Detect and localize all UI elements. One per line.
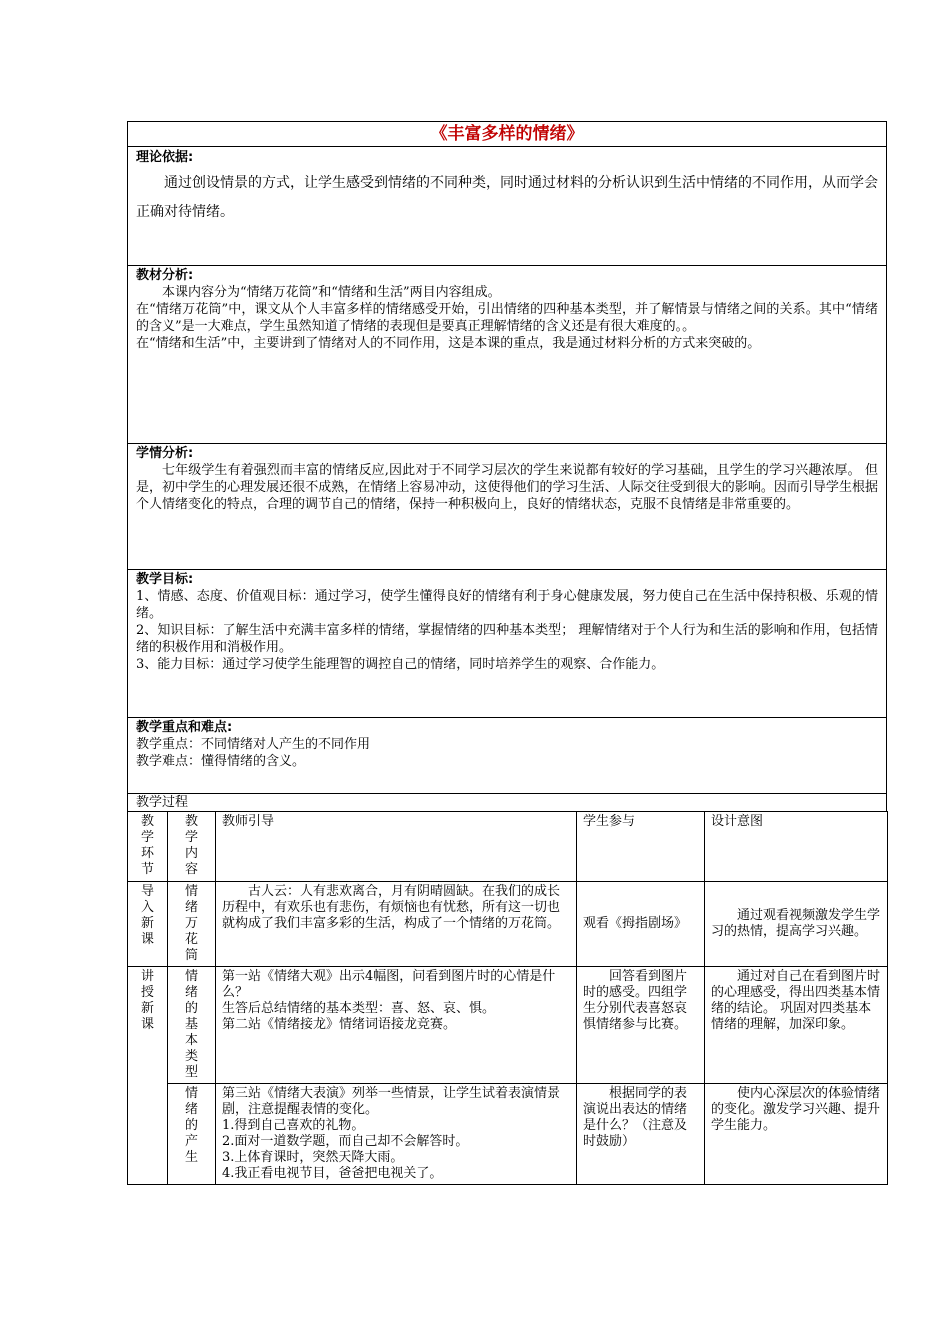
goals-section [127, 569, 887, 717]
material-section [127, 265, 887, 443]
table-row [128, 1084, 888, 1185]
intent-cell: 通过观看视频激发学生学习的热情，提高学习兴趣。 [705, 882, 888, 967]
keypoint-item: 教学难点：懂得情绪的含义。 [136, 754, 306, 769]
document-title: 《丰富多样的情绪》 [127, 121, 887, 146]
keypoints-section [127, 717, 887, 793]
teacher-cell: 第一站《情绪大观》出示4幅图，问看到图片时的心情是什么？ 生答后总结情绪的基本类型：喜、怒、哀、惧。 第二站《情绪接龙》情绪词语接龙竞赛。 [216, 967, 577, 1084]
goal-item: 3、能力目标：通过学习使学生能理智的调控自己的情绪，同时培养学生的观察、合作能力。 [136, 657, 665, 672]
goals-text [128, 588, 886, 673]
theory-section [127, 146, 887, 265]
material-line: 在“情绪和生活”中，主要讲到了情绪对人的不同作用，这是本课的重点，我是通过材料分析的方式来突破的。 [136, 336, 761, 351]
process-table [127, 811, 888, 1185]
header-teacher: 教师引导 [216, 812, 577, 882]
goal-item: 2、知识目标：了解生活中充满丰富多样的情绪，掌握情绪的四种基本类型； 理解情绪对于个人行为和生活的影响和作用，包括情绪的积极作用和消极作用。 [136, 623, 878, 655]
learner-heading: 学情分析: [136, 446, 194, 461]
student-cell: 观看《拇指剧场》 [577, 882, 705, 967]
intent-cell: 通过对自己在看到图片时的心理感受，得出四类基本情绪的结论。 巩固对四类基本情绪的理解，加深印象。 [705, 967, 888, 1084]
header-content: 教学内容 [168, 812, 216, 882]
theory-text: 通过创设情景的方式，让学生感受到情绪的不同种类，同时通过材料的分析认识到生活中情绪的不同作用，从而学会正确对待情绪。 [136, 175, 878, 220]
material-text [128, 284, 886, 352]
header-stage: 教学环节 [128, 812, 168, 882]
stage-cell: 导入新课 [128, 882, 168, 967]
table-header-row [128, 812, 888, 882]
student-cell: 回答看到图片时的感受。四组学生分别代表喜怒哀惧情绪参与比赛。 [577, 967, 705, 1084]
table-row [128, 967, 888, 1084]
keypoints-text [128, 736, 886, 770]
process-label: 教学过程 [127, 793, 887, 811]
keypoint-item: 教学重点：不同情绪对人产生的不同作用 [136, 737, 371, 752]
stage-cell: 讲授新课 [128, 967, 168, 1185]
material-heading: 教材分析: [136, 268, 194, 283]
teacher-cell: 古人云：人有悲欢离合，月有阴晴圆缺。在我们的成长历程中，有欢乐也有悲伤，有烦恼也有忧愁，所有这一切也就构成了我们丰富多彩的生活，构成了一个情绪的万花筒。 [216, 882, 577, 967]
keypoints-heading: 教学重点和难点: [136, 720, 233, 735]
learner-text: 七年级学生有着强烈而丰富的情绪反应,因此对于不同学习层次的学生来说都有较好的学习基础，且学生的学习兴趣浓厚。 但是，初中学生的心理发展还很不成熟，在情绪上容易冲动，这使得他们的学习生活、人际交往受到很大的影响。因而引导学生根据个人情绪变化的特点，合理的调节自己的情绪，保持一种积极向上，良好的情绪状态，克服不良情绪是非常重要的。 [136, 463, 878, 512]
student-cell: 根据同学的表演说出表达的情绪是什么？（注意及时鼓励） [577, 1084, 705, 1185]
learner-section [127, 443, 887, 569]
header-student: 学生参与 [577, 812, 705, 882]
goals-heading: 教学目标: [136, 572, 194, 587]
material-line: 在“情绪万花筒”中，课文从个人丰富多样的情绪感受开始，引出情绪的四种基本类型，并了解情景与情绪之间的关系。其中“情绪的含义”是一大难点，学生虽然知道了情绪的表现但是要真正理解情绪的含义还是有很大难度的。。 [136, 302, 878, 334]
intent-cell: 使内心深层次的体验情绪的变化。激发学习兴趣、提升学生能力。 [705, 1084, 888, 1185]
content-cell: 情绪的基本类型 [168, 967, 216, 1084]
lesson-plan-document [127, 121, 887, 1185]
goal-item: 1、情感、态度、价值观目标：通过学习，使学生懂得良好的情绪有利于身心健康发展，努力使自己在生活中保持积极、乐观的情绪。 [136, 589, 878, 621]
content-cell: 情绪万花筒 [168, 882, 216, 967]
header-intent: 设计意图 [705, 812, 888, 882]
table-row [128, 882, 888, 967]
theory-heading: 理论依据: [136, 150, 194, 165]
material-line: 本课内容分为“情绪万花筒”和“情绪和生活”两目内容组成。 [162, 285, 501, 300]
content-cell: 情绪的产生 [168, 1084, 216, 1185]
teacher-cell: 第三站《情绪大表演》列举一些情景，让学生试着表演情景剧，注意提醒表情的变化。 1.得到自己喜欢的礼物。 2.面对一道数学题，而自己却不会解答时。 3.上体育课时，突然天降大雨。 4.我正看电视节目，爸爸把电视关了。 [216, 1084, 577, 1185]
